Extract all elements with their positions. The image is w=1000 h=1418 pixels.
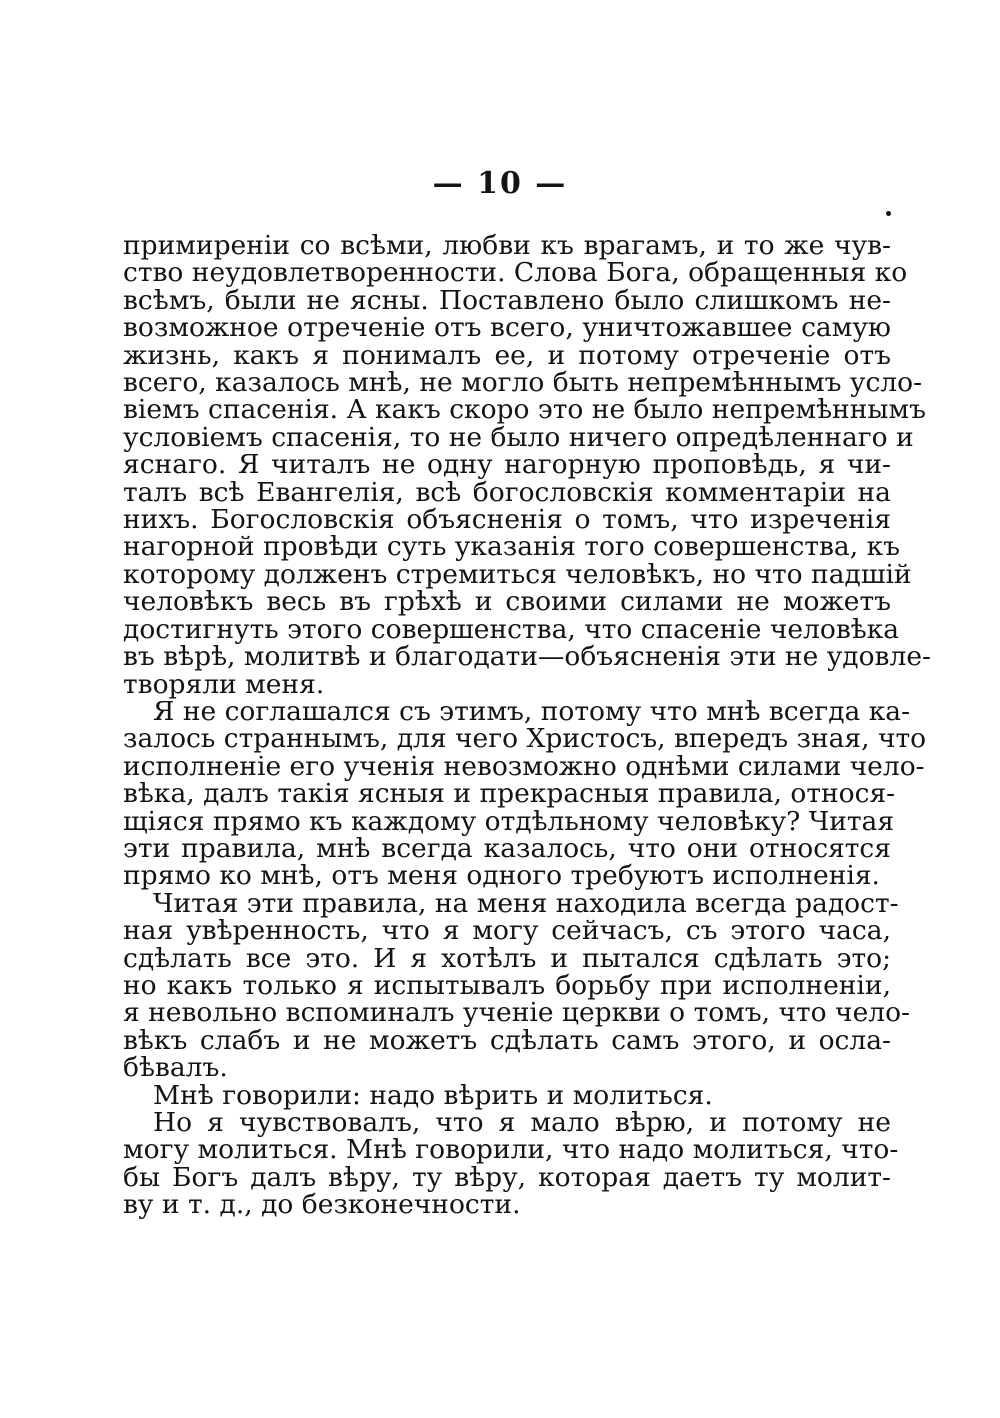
paragraph (123, 230, 931, 700)
text-line: Но я чувствовалъ, что я мало вѣрю, и потому не (153, 1107, 891, 1138)
paragraph (123, 1107, 899, 1221)
text-line: творяли меня. (123, 668, 325, 700)
text-line: но какъ только я испытывалъ борьбу при исполненiи, (123, 969, 891, 1001)
text-line: сдѣлать все это. И я хотѣлъ и пытался сдѣлать это; (123, 942, 891, 974)
text-line: вѣкъ слабъ и не можетъ сдѣлать самъ этого, и осла- (123, 1024, 891, 1056)
text-line: примиренiи со всѣми, любви къ врагамъ, и то же чув- (123, 230, 891, 261)
text-line: щiяся прямо къ каждому отдѣльному человѣку? Читая (123, 805, 895, 837)
text-line: ву и т. д., до безконечности. (123, 1189, 521, 1221)
text-line: всего, казалось мнѣ, не могло быть непремѣннымъ усло- (123, 367, 923, 399)
text-line: достигнуть этого совершенства, что спасенiе человѣка (123, 613, 900, 645)
text-line: Мнѣ говорили: надо вѣрить и молиться. (153, 1079, 713, 1111)
paragraph (123, 695, 927, 892)
body-text (123, 230, 931, 1221)
text-line: нихъ. Богословскiя объясненiя о томъ, что изреченiя (123, 504, 891, 536)
ink-speck (886, 211, 891, 216)
text-line: нагорной провѣди суть указанiя того совершенства, къ (123, 531, 900, 563)
text-line: залось страннымъ, для чего Христосъ, впередъ зная, что (123, 723, 927, 755)
text-line: всѣмъ, были не ясны. Поставлено было слишкомъ не- (123, 284, 891, 316)
text-line: вiемъ спасенiя. А какъ скоро это не было непремѣннымъ (123, 394, 926, 426)
text-line: Читая эти правила, на меня находила всегда радост- (153, 887, 899, 919)
text-line: которому долженъ стремиться человѣкъ, но что падшiй (123, 558, 912, 590)
text-line: возможное отреченiе отъ всего, уничтожавшее самую (123, 312, 891, 344)
text-line: эти правила, мнѣ всегда казалось, что они относятся (123, 832, 891, 864)
text-line: Я не соглашался съ этимъ, потому что мнѣ всегда ка- (153, 695, 911, 727)
text-line: могу молиться. Мнѣ говорили, что надо молиться, что- (123, 1134, 899, 1166)
paragraph (123, 1079, 891, 1111)
text-line: человѣкъ весь въ грѣхѣ и своими силами не можетъ (123, 586, 891, 618)
page-number: — 10 — (432, 166, 568, 201)
text-line: исполненiе его ученiя невозможно однѣми силами чело- (123, 750, 925, 782)
text-line: я невольно вспоминалъ ученiе церкви о томъ, что чело- (123, 997, 911, 1029)
text-line: яснаго. Я читалъ не одну нагорную проповѣдь, я чи- (123, 449, 891, 481)
text-line: талъ всѣ Евангелiя, всѣ богословскiя комментарiи на (123, 476, 891, 508)
text-line: бѣвалъ. (123, 1052, 228, 1084)
text-line: бы Богъ далъ вѣру, ту вѣру, которая даетъ ту молит- (123, 1161, 891, 1193)
text-line: жизнь, какъ я понималъ ее, и потому отреченiе отъ (123, 339, 891, 371)
text-line: въ вѣрѣ, молитвѣ и благодати—объясненiя эти не удовле- (123, 641, 931, 673)
text-line: ная увѣренность, что я могу сейчасъ, съ этого часа, (123, 915, 891, 947)
text-line: ство неудовлетворенности. Слова Бога, обращенныя ко (123, 257, 908, 289)
text-line: прямо ко мнѣ, отъ меня одного требуютъ исполненiя. (123, 860, 880, 892)
text-line: условiемъ спасенiя, то не было ничего опредѣленнаго и (123, 421, 914, 453)
text-line: вѣка, далъ такiя ясныя и прекрасныя правила, относя- (123, 778, 896, 810)
paragraph (123, 887, 911, 1084)
